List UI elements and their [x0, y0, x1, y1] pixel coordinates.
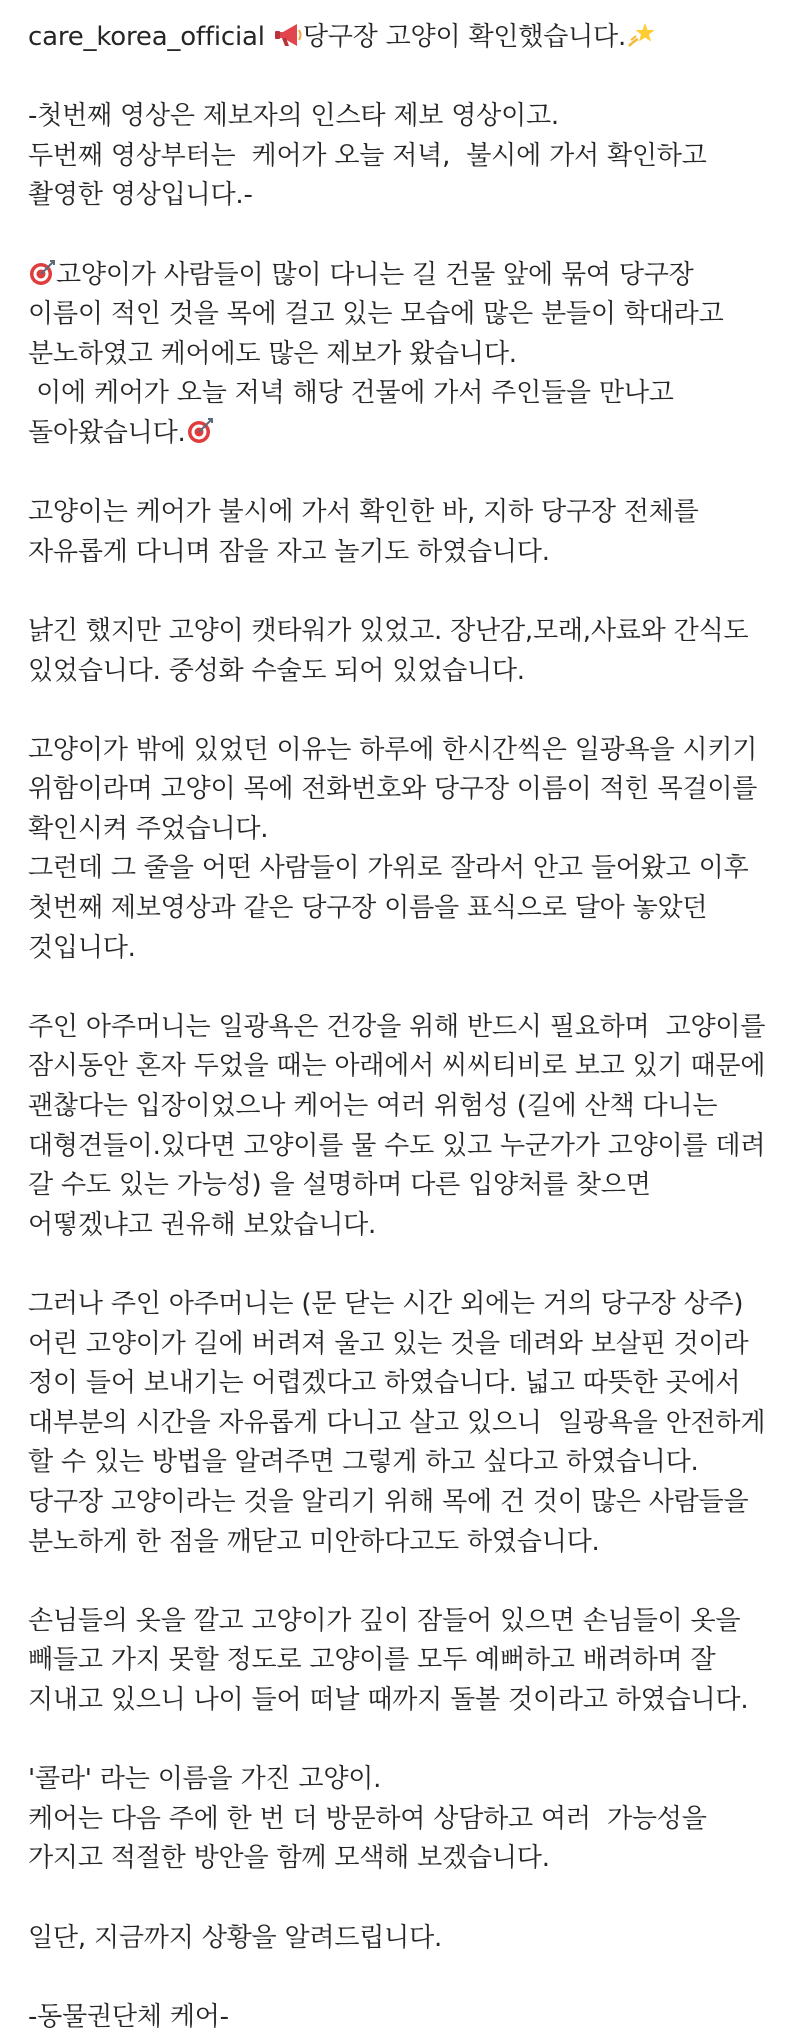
megaphone-icon [273, 21, 303, 49]
caption-line: 그러나 주인 아주머니는 (문 닫는 시간 외에는 거의 당구장 상주) [28, 1289, 744, 1319]
post-caption [28, 18, 780, 2037]
caption-line: 고양이가 밖에 있었던 이유는 하루에 한시간씩은 일광욕을 시키기 [28, 734, 758, 765]
caption-line: 괜찮다는 입장이었으나 케어는 여러 위험성 (길에 산책 다니는 [28, 1091, 718, 1122]
caption-header-text: 당구장 고양이 확인했습니다. [302, 22, 627, 52]
caption-line: 고양이는 케어가 불시에 가서 확인한 바, 지하 당구장 전체를 [28, 497, 699, 528]
caption-line: 지내고 있으니 나이 들어 떠날 때까지 돌볼 것이라고 하였습니다. [28, 1684, 749, 1715]
caption-line: 빼들고 가지 못할 정도로 고양이를 모두 예뻐하고 배려하며 잘 [28, 1645, 716, 1676]
caption-line: 갈 수도 있는 가능성) 을 설명하며 다른 입양처를 찾으면 [28, 1170, 651, 1201]
direct-hit-target-icon [28, 259, 56, 287]
caption-header [28, 18, 780, 58]
caption-line: 첫번째 제보영상과 같은 당구장 이름을 표식으로 달아 놓았던 [28, 893, 708, 924]
caption-line: 이름이 적인 것을 목에 걸고 있는 모습에 많은 분들이 학대라고 [28, 299, 724, 330]
caption-line: 촬영한 영상입니다.- [28, 180, 253, 211]
caption-line: -첫번째 영상은 제보자의 인스타 제보 영상이고. [28, 101, 559, 132]
caption-signature: -동물권단체 케어- [28, 2001, 229, 2032]
caption-line: 있었습니다. 중성화 수술도 되어 있었습니다. [28, 655, 525, 686]
caption-line: 이에 케어가 오늘 저녁 해당 건물에 가서 주인들을 만나고 [28, 378, 674, 409]
caption-line: 돌아왔습니다. [28, 414, 780, 454]
caption-line: 당구장 고양이라는 것을 알리기 위해 목에 건 것이 많은 사람들을 [28, 1486, 749, 1517]
caption-line: 확인시켜 주었습니다. [28, 813, 269, 844]
caption-line: '콜라' 라는 이름을 가진 고양이. [28, 1764, 382, 1795]
caption-line: 분노하였고 케어에도 많은 제보가 왔습니다. [28, 338, 517, 369]
caption-line: 할 수 있는 방법을 알려주면 그렇게 하고 싶다고 하였습니다. [28, 1447, 699, 1478]
direct-hit-target-icon [186, 417, 214, 445]
caption-line: 잠시동안 혼자 두었을 때는 아래에서 씨씨티비로 보고 있기 때문에 [28, 1051, 766, 1082]
caption-line: 그런데 그 줄을 어떤 사람들이 가위로 잘라서 안고 들어왔고 이후 [28, 853, 749, 884]
caption-line: 정이 들어 보내기는 어렵겠다고 하였습니다. 넓고 따뜻한 곳에서 [28, 1368, 741, 1399]
username-link[interactable]: care_korea_official [28, 22, 265, 52]
caption-line: 것입니다. [28, 932, 136, 963]
caption-line: 일단, 지금까지 상황을 알려드립니다. [28, 1922, 443, 1953]
caption-line: 고양이가 사람들이 많이 다니는 길 건물 앞에 묶여 당구장 [28, 256, 780, 296]
caption-line: 가지고 적절한 방안을 함께 모색해 보겠습니다. [28, 1843, 550, 1874]
caption-line: 어린 고양이가 길에 버려져 울고 있는 것을 데려와 보살핀 것이라 [28, 1328, 749, 1359]
caption-line: 낡긴 했지만 고양이 캣타워가 있었고. 장난감,모래,사료와 간식도 [28, 615, 749, 646]
caption-line: 케어는 다음 주에 한 번 더 방문하여 상담하고 여러 가능성을 [28, 1803, 707, 1834]
caption-line: 두번째 영상부터는 케어가 오늘 저녁, 불시에 가서 확인하고 [28, 140, 707, 171]
caption-line: 대부분의 시간을 자유롭게 다니고 살고 있으니 일광욕을 안전하게 [28, 1407, 766, 1438]
caption-line: 대형견들이.있다면 고양이를 물 수도 있고 누군가가 고양이를 데려 [28, 1130, 766, 1161]
caption-line: 분노하게 한 점을 깨닫고 미안하다고도 하였습니다. [28, 1526, 600, 1557]
caption-line: 손님들의 옷을 깔고 고양이가 깊이 잠들어 있으면 손님들이 옷을 [28, 1605, 741, 1636]
caption-line: 위함이라며 고양이 목에 전화번호와 당구장 이름이 적힌 목걸이를 [28, 774, 758, 805]
caption-line: 어떻겠냐고 권유해 보았습니다. [28, 1209, 377, 1240]
caption-line: 주인 아주머니는 일광욕은 건강을 위해 반드시 필요하며 고양이를 [28, 1011, 766, 1042]
caption-line: 자유롭게 다니며 잠을 자고 놀기도 하였습니다. [28, 536, 550, 567]
dizzy-star-icon [626, 21, 656, 49]
